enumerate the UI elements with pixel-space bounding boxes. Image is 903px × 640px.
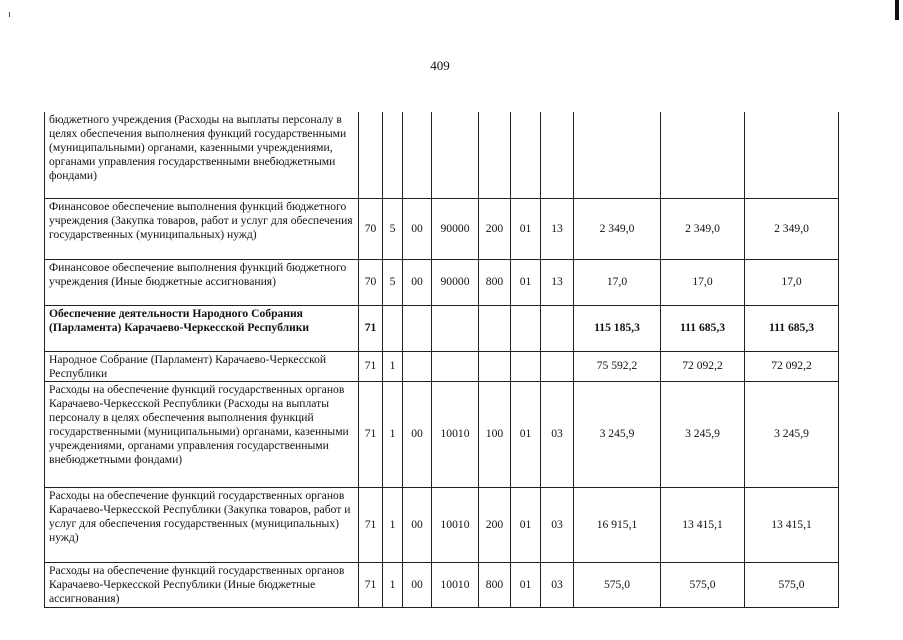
amount-year-3: 3 245,9: [745, 381, 839, 487]
amount-year-1: [574, 112, 661, 198]
code-part: [383, 112, 403, 198]
code-subsection: 03: [541, 487, 574, 562]
row-description: Обеспечение деятельности Народного Собрания (Парламента) Карачаево-Черкесской Республики: [45, 305, 359, 351]
budget-table: [44, 112, 839, 608]
code-ministry: 71: [359, 351, 383, 381]
code-ministry: 71: [359, 562, 383, 607]
code-expense-type: 200: [479, 198, 511, 259]
code-ministry: [359, 112, 383, 198]
code-expense-type: [479, 351, 511, 381]
amount-year-1: 3 245,9: [574, 381, 661, 487]
code-subsection: 13: [541, 259, 574, 305]
amount-year-2: 3 245,9: [661, 381, 745, 487]
code-part: 1: [383, 487, 403, 562]
scan-speck: [9, 12, 10, 17]
code-expense-type: 100: [479, 381, 511, 487]
code-section: [511, 351, 541, 381]
code-section: 01: [511, 198, 541, 259]
code-ministry: 70: [359, 259, 383, 305]
code-expense-type: 800: [479, 259, 511, 305]
code-subprogram: 00: [403, 259, 432, 305]
amount-year-1: 16 915,1: [574, 487, 661, 562]
code-subprogram: 00: [403, 562, 432, 607]
code-part: [383, 305, 403, 351]
code-subprogram: 00: [403, 381, 432, 487]
code-direction: 10010: [432, 487, 479, 562]
code-expense-type: [479, 112, 511, 198]
table-row: [45, 487, 839, 562]
row-description: Расходы на обеспечение функций государственных органов Карачаево-Черкесской Республики (Расходы на выплаты персоналу в целях обеспечения выполнения функций государственными (муниципальными) органами, казенными учреждениями, органами управления государственными внебюджетными фондами): [45, 381, 359, 487]
amount-year-3: 575,0: [745, 562, 839, 607]
code-subprogram: 00: [403, 198, 432, 259]
table-row: [45, 562, 839, 607]
code-expense-type: 200: [479, 487, 511, 562]
amount-year-1: 115 185,3: [574, 305, 661, 351]
code-section: [511, 305, 541, 351]
code-subsection: [541, 305, 574, 351]
code-part: 1: [383, 351, 403, 381]
row-description: бюджетного учреждения (Расходы на выплаты персоналу в целях обеспечения выполнения функций государственными (муниципальными) органами, казенными учреждениями, органами управления государственными внебюджетными фондами): [45, 112, 359, 198]
row-description: Финансовое обеспечение выполнения функций бюджетного учреждения (Закупка товаров, работ и услуг для обеспечения государственных (муниципальных) нужд): [45, 198, 359, 259]
code-section: 01: [511, 381, 541, 487]
scan-edge-mark: [895, 0, 899, 20]
code-subprogram: [403, 351, 432, 381]
code-direction: [432, 305, 479, 351]
code-subsection: 13: [541, 198, 574, 259]
code-ministry: 70: [359, 198, 383, 259]
amount-year-1: 2 349,0: [574, 198, 661, 259]
code-part: 1: [383, 381, 403, 487]
amount-year-3: [745, 112, 839, 198]
table-row: [45, 259, 839, 305]
code-subprogram: [403, 112, 432, 198]
table-row: [45, 112, 839, 198]
code-direction: 10010: [432, 562, 479, 607]
amount-year-2: 575,0: [661, 562, 745, 607]
code-part: 5: [383, 198, 403, 259]
code-ministry: 71: [359, 305, 383, 351]
code-subsection: 03: [541, 381, 574, 487]
table-row: [45, 351, 839, 381]
table-row: [45, 381, 839, 487]
code-subsection: 03: [541, 562, 574, 607]
code-part: 5: [383, 259, 403, 305]
amount-year-2: 111 685,3: [661, 305, 745, 351]
page-number: 409: [430, 58, 450, 73]
amount-year-3: 111 685,3: [745, 305, 839, 351]
amount-year-3: 17,0: [745, 259, 839, 305]
amount-year-2: 72 092,2: [661, 351, 745, 381]
code-direction: [432, 112, 479, 198]
amount-year-1: 575,0: [574, 562, 661, 607]
code-ministry: 71: [359, 487, 383, 562]
amount-year-2: 13 415,1: [661, 487, 745, 562]
code-section: 01: [511, 259, 541, 305]
code-part: 1: [383, 562, 403, 607]
amount-year-1: 75 592,2: [574, 351, 661, 381]
code-subsection: [541, 351, 574, 381]
amount-year-1: 17,0: [574, 259, 661, 305]
code-direction: 90000: [432, 259, 479, 305]
code-section: 01: [511, 562, 541, 607]
amount-year-3: 13 415,1: [745, 487, 839, 562]
code-subprogram: 00: [403, 487, 432, 562]
table-row: [45, 305, 839, 351]
amount-year-2: 2 349,0: [661, 198, 745, 259]
row-description: Финансовое обеспечение выполнения функций бюджетного учреждения (Иные бюджетные ассигнования): [45, 259, 359, 305]
row-description: Расходы на обеспечение функций государственных органов Карачаево-Черкесской Республики (Закупка товаров, работ и услуг для обеспечения государственных (муниципальных) нужд): [45, 487, 359, 562]
code-expense-type: 800: [479, 562, 511, 607]
amount-year-2: [661, 112, 745, 198]
row-description: Расходы на обеспечение функций государственных органов Карачаево-Черкесской Республики (Иные бюджетные ассигнования): [45, 562, 359, 607]
row-description: Народное Собрание (Парламент) Карачаево-Черкесской Республики: [45, 351, 359, 381]
code-subprogram: [403, 305, 432, 351]
code-expense-type: [479, 305, 511, 351]
code-section: 01: [511, 487, 541, 562]
amount-year-3: 2 349,0: [745, 198, 839, 259]
code-direction: 10010: [432, 381, 479, 487]
amount-year-3: 72 092,2: [745, 351, 839, 381]
code-section: [511, 112, 541, 198]
code-ministry: 71: [359, 381, 383, 487]
code-direction: [432, 351, 479, 381]
code-direction: 90000: [432, 198, 479, 259]
code-subsection: [541, 112, 574, 198]
table-row: [45, 198, 839, 259]
amount-year-2: 17,0: [661, 259, 745, 305]
